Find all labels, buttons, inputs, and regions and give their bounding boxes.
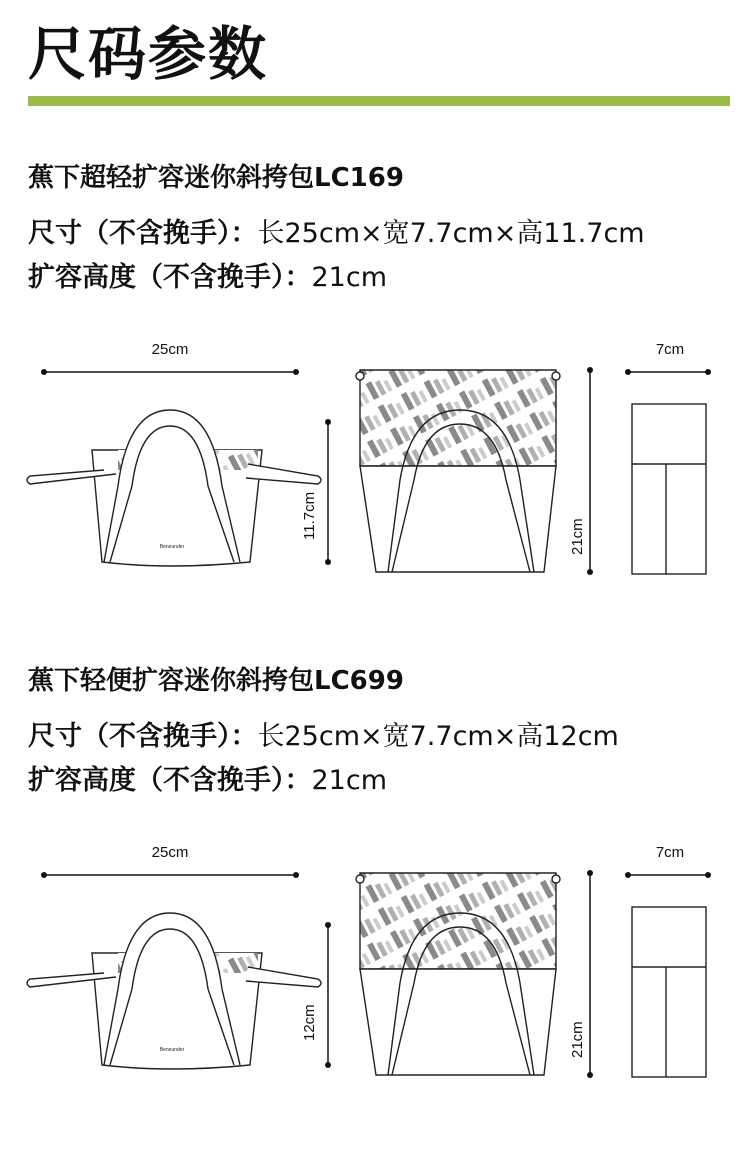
bag-diagram: [0, 813, 750, 1143]
size-value: 长25cm×宽7.7cm×高11.7cm: [257, 218, 645, 249]
expanded-height-value: 21cm: [311, 262, 388, 293]
expanded-height-label: 21cm: [569, 518, 586, 555]
expanded-height-label: 扩容高度（不含挽手）：: [28, 262, 312, 293]
expanded-height-label: 扩容高度（不含挽手）：: [28, 765, 312, 796]
bag-side-view: [632, 907, 706, 1077]
width-label: 25cm: [151, 844, 189, 861]
product-name: 蕉下超轻扩容迷你斜挎包LC169: [28, 163, 404, 193]
expanded-height-spec: [28, 763, 387, 799]
page-title: 尺码参数: [28, 20, 269, 88]
height-dimension: [301, 922, 331, 1068]
depth-dimension: [625, 844, 711, 878]
bag-compact-front-view: [27, 913, 321, 1069]
bag-expanded-front-view: [356, 370, 560, 572]
depth-dimension: [625, 341, 711, 375]
brand-mark: Beneunder: [159, 1047, 185, 1053]
height-dimension: [301, 419, 331, 565]
expanded-height-value: 21cm: [311, 765, 388, 796]
depth-label: 7cm: [655, 341, 685, 358]
width-label: 25cm: [151, 341, 189, 358]
expanded-height-dimension: [569, 870, 593, 1078]
depth-label: 7cm: [655, 844, 685, 861]
size-label: 尺寸（不含挽手）：: [28, 721, 258, 752]
expanded-height-spec: [28, 260, 387, 296]
product-name: 蕉下轻便扩容迷你斜挎包LC699: [28, 666, 404, 696]
height-label: 12cm: [301, 1004, 318, 1041]
width-dimension: [41, 844, 299, 878]
title-accent-bar: [28, 96, 730, 106]
size-label: 尺寸（不含挽手）：: [28, 218, 258, 249]
size-spec: [28, 216, 645, 252]
brand-mark: Beneunder: [159, 544, 185, 550]
size-value: 长25cm×宽7.7cm×高12cm: [257, 721, 619, 752]
bag-diagram: [0, 310, 750, 640]
width-dimension: [41, 341, 299, 375]
expanded-height-dimension: [569, 367, 593, 575]
bag-compact-front-view: [27, 410, 321, 566]
bag-side-view: [632, 404, 706, 574]
bag-expanded-front-view: [356, 873, 560, 1075]
size-spec: [28, 719, 619, 755]
height-label: 11.7cm: [301, 491, 318, 540]
product-section-lc699: [0, 663, 750, 1143]
expanded-height-label: 21cm: [569, 1021, 586, 1058]
product-section-lc169: [0, 160, 750, 640]
